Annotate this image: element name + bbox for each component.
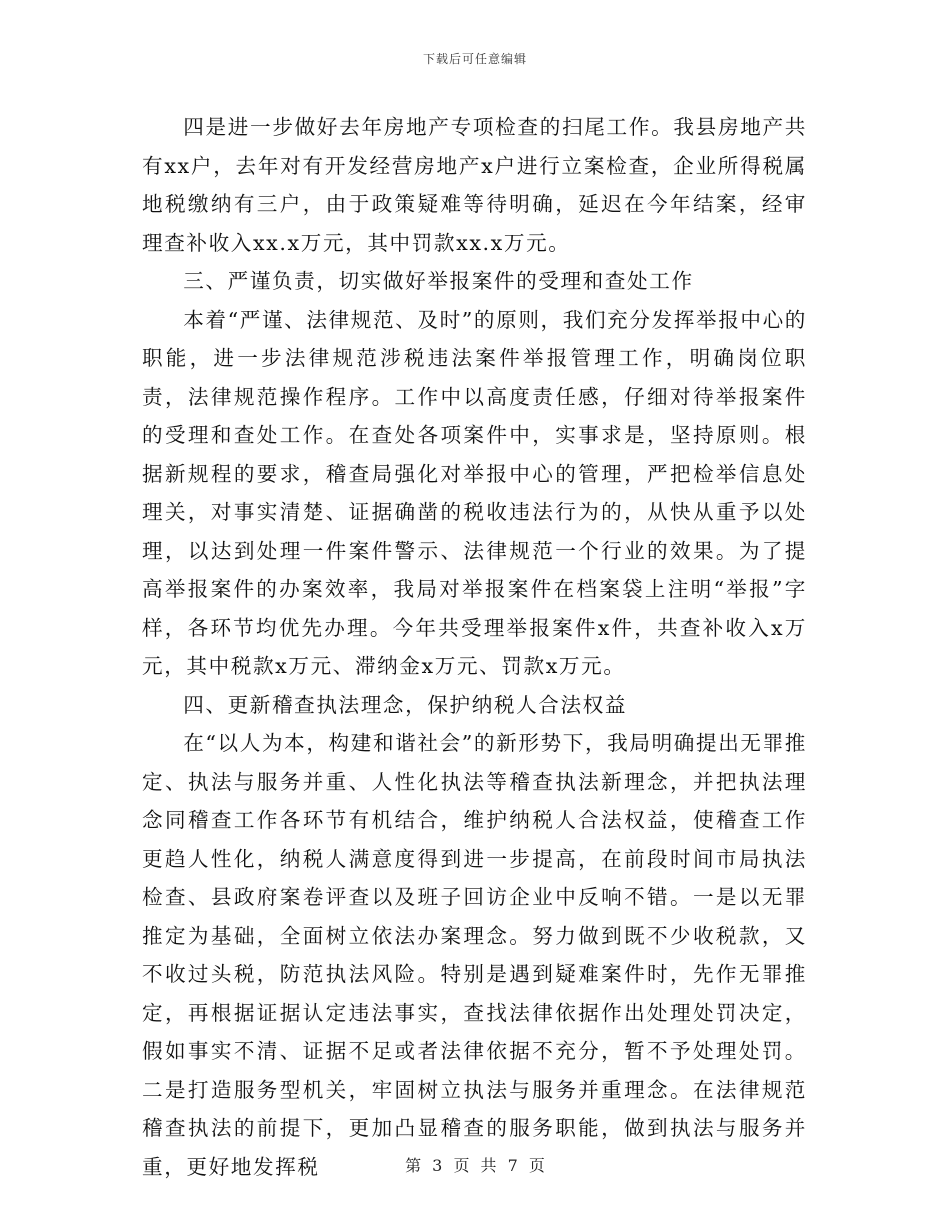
paragraph-real-estate-cleanup: 四是进一步做好去年房地产专项检查的扫尾工作。我县房地产共有xx户，去年对有开发经营房地产x户进行立案检查，企业所得税属地税缴纳有三户，由于政策疑难等待明确，延迟在今年结案，经审理查补收入xx.x万元，其中罚款xx.x万元。 — [142, 115, 807, 255]
paragraph-report-handling: 本着“严谨、法律规范、及时”的原则，我们充分发挥举报中心的职能，进一步法律规范涉税违法案件举报管理工作，明确岗位职责，法律规范操作程序。工作中以高度责任感，仔细对待举报案件的受理和查处工作。在查处各项案件中，实事求是，坚持原则。根据新规程的要求，稽查局强化对举报中心的管理，严把检举信息处理关，对事实清楚、证据确凿的税收违法行为的，从快从重予以处理，以达到处理一件案件警示、法律规范一个行业的效果。为了提高举报案件的办案效率，我局对举报案件在档案袋上注明“举报”字样，各环节均优先办理。今年共受理举报案件x件，共查补收入x万元，其中税款x万元、滞纳金x万元、罚款x万元。 — [142, 307, 807, 678]
document-body — [142, 108, 807, 1186]
section-heading-four: 四、更新稽查执法理念，保护纳税人合法权益 — [183, 692, 628, 717]
page-number: 第 3 页 共 7 页 — [405, 1156, 545, 1175]
section-heading-three: 三、严谨负责，切实做好举报案件的受理和查处工作 — [183, 269, 694, 293]
page-header: 下载后可任意编辑 — [422, 52, 527, 66]
paragraph-enforcement-concept: 在“以人为本，构建和谐社会”的新形势下，我局明确提出无罪推定、执法与服务并重、人性化执法等稽查执法新理念，并把执法理念同稽查工作各环节有机结合，维护纳税人合法权益，使稽查工作更趋人性化，纳税人满意度得到进一步提高，在前段时间市局执法检查、县政府案卷评查以及班子回访企业中反响不错。一是以无罪推定为基础，全面树立依法办案理念。努力做到既不少收税款，又不收过头税，防范执法风险。特别是遇到疑难案件时，先作无罪推定，再根据证据认定违法事实，查找法律依据作出处理处罚决定，假如事实不清、证据不足或者法律依据不充分，暂不予处理处罚。二是打造服务型机关，牢固树立执法与服务并重理念。在法律规范稽查执法的前提下，更加凸显稽查的服务职能，做到执法与服务并重，更好地发挥税 — [142, 731, 807, 1179]
